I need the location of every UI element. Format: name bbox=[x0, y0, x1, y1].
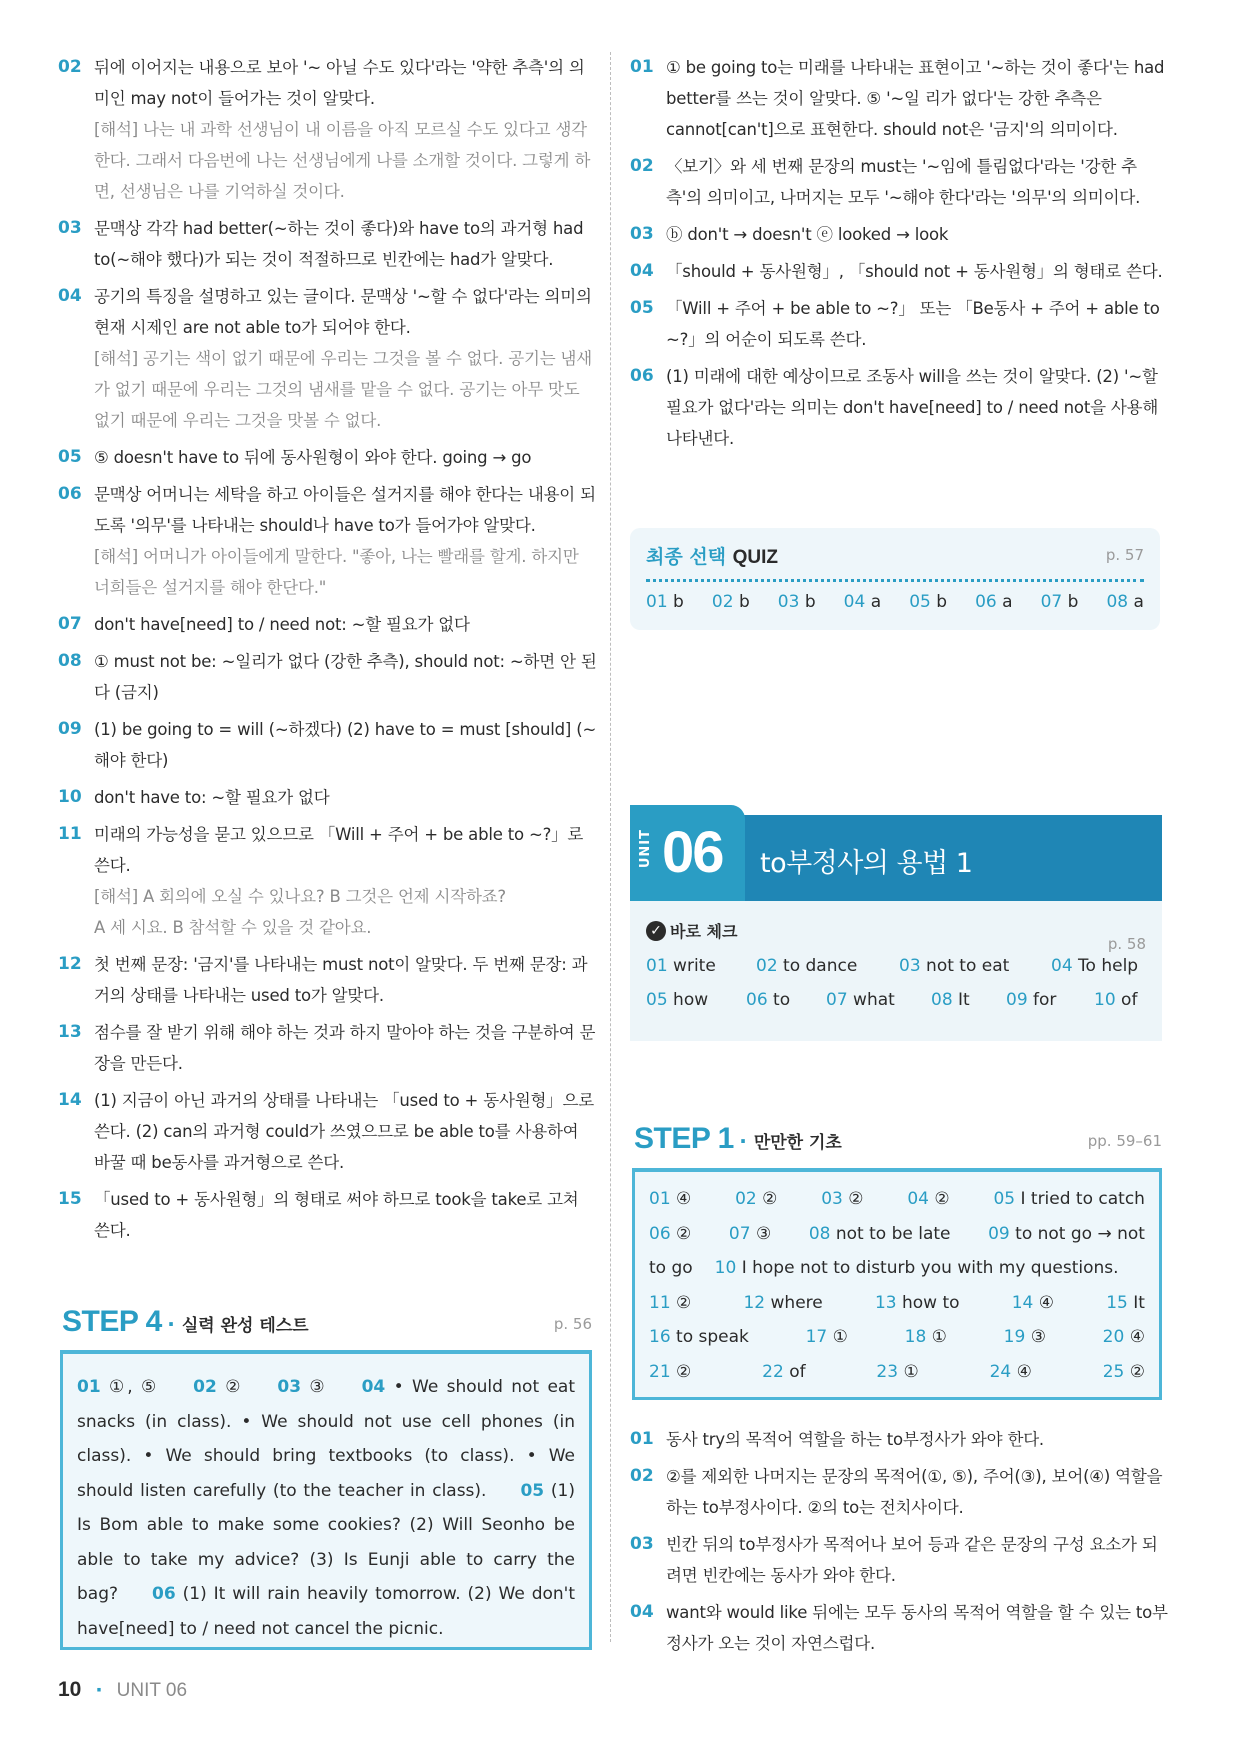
step1-answer-value: I hope not to disturb you with my questions. bbox=[741, 1258, 1119, 1278]
item-text-wrap bbox=[94, 949, 598, 1011]
check-answer-value: of bbox=[1121, 990, 1138, 1010]
check-answer-number: 03 bbox=[899, 956, 921, 976]
quiz-answer-number: 01 bbox=[646, 592, 668, 612]
quick-check-box bbox=[630, 901, 1162, 1041]
step1-answer-value: ④ bbox=[1016, 1361, 1032, 1382]
quick-check-title bbox=[646, 919, 1146, 942]
quiz-answer-value: a bbox=[1002, 592, 1013, 612]
quiz-answer-value: b bbox=[738, 592, 750, 612]
check-answer-value: to bbox=[773, 990, 791, 1010]
item-number: 03 bbox=[630, 1534, 654, 1554]
step1-answer bbox=[993, 1182, 1145, 1217]
step1-answer-number: 22 bbox=[762, 1361, 784, 1382]
item-text: want와 would like 뒤에는 모두 동사의 목적어 역할을 할 수 있는 to부정사가 오는 것이 자연스럽다. bbox=[666, 1603, 1168, 1653]
item-number: 08 bbox=[58, 651, 82, 671]
step1-answer-number: 24 bbox=[989, 1361, 1012, 1382]
step1-label: STEP 1 bbox=[634, 1122, 734, 1155]
quiz-answer bbox=[1106, 592, 1143, 612]
answer-text: (1) It will rain heavily tomorrow. (2) We don't have[need] to / need not cancel the picnic. bbox=[77, 1584, 576, 1639]
check-answer-value: to dance bbox=[783, 956, 858, 976]
step1-answer bbox=[649, 1286, 691, 1321]
answer-number: 05 bbox=[520, 1480, 545, 1501]
step1-answer bbox=[1103, 1355, 1145, 1390]
step1-row bbox=[649, 1251, 1145, 1286]
quiz-answer bbox=[712, 592, 750, 612]
step1-answer bbox=[649, 1217, 691, 1252]
item-text-wrap bbox=[94, 714, 598, 776]
step1-answer-number: 19 bbox=[1003, 1327, 1026, 1347]
step1-answer-value: ④ bbox=[1129, 1327, 1145, 1347]
step1-answer bbox=[649, 1355, 691, 1390]
answer-number: 02 bbox=[193, 1377, 217, 1397]
step1-answer-value: not to be late bbox=[835, 1223, 951, 1244]
quiz-answer-number: 06 bbox=[975, 592, 997, 612]
unit-word: UNIT bbox=[638, 829, 653, 869]
explanation-item bbox=[58, 213, 598, 275]
explanation-item bbox=[58, 1085, 598, 1178]
step1-answer-number: 25 bbox=[1102, 1361, 1125, 1382]
explanation-item bbox=[630, 219, 1168, 250]
step1-answer-number: 23 bbox=[876, 1361, 899, 1382]
step1-answer-number: 17 bbox=[805, 1327, 828, 1347]
step1-answer-value: I tried to catch bbox=[1020, 1189, 1145, 1209]
item-text-wrap bbox=[94, 52, 598, 207]
explanation-item bbox=[630, 1424, 1168, 1455]
item-number: 03 bbox=[630, 224, 654, 244]
explanation-item bbox=[58, 949, 598, 1011]
item-translation: [해석] 나는 내 과학 선생님이 내 이름을 아직 모르실 수도 있다고 생각한다. 그래서 다음번에 나는 선생님에게 나를 소개할 것이다. 그렇게 하면, 선생님은 나를 기억하실 것이다. bbox=[94, 120, 591, 201]
item-text: 「used to + 동사원형」의 형태로 써야 하므로 took을 take로 고쳐 쓴다. bbox=[94, 1190, 579, 1240]
item-text-wrap bbox=[666, 293, 1168, 355]
item-text: ① be going to는 미래를 나타내는 표현이고 '~하는 것이 좋다'는 had better를 쓰는 것이 알맞다. ⑤ '~일 리가 없다'는 강한 추측은 cannot[can't]으로 표현한다. should not은 '금지'의 의미이다. bbox=[666, 58, 1165, 139]
bullet-dot: · bbox=[167, 1312, 182, 1336]
unit-banner bbox=[630, 815, 1162, 901]
item-text: 뒤에 이어지는 내용으로 보아 '~ 아닐 수도 있다'라는 '약한 추측'의 의미인 may not이 들어가는 것이 알맞다. bbox=[94, 58, 585, 108]
item-text-wrap bbox=[94, 1017, 598, 1079]
page-number: 10 bbox=[58, 1678, 82, 1701]
item-number: 04 bbox=[630, 261, 654, 281]
explanation-item bbox=[58, 646, 598, 708]
step1-answer bbox=[988, 1217, 1145, 1252]
check-answer-value: not to eat bbox=[926, 956, 1010, 976]
item-text-wrap bbox=[666, 151, 1168, 213]
step1-answer bbox=[762, 1355, 805, 1390]
quiz-answer-value: b bbox=[804, 592, 816, 612]
explanation-item bbox=[630, 293, 1168, 355]
quick-check-label: 바로 체크 bbox=[670, 922, 738, 941]
step1-answer-number: 16 bbox=[649, 1327, 671, 1347]
step4-answer-box bbox=[60, 1350, 592, 1650]
item-text-wrap bbox=[94, 782, 598, 813]
quiz-answer bbox=[778, 592, 816, 612]
item-number: 05 bbox=[630, 298, 654, 318]
explanation-item bbox=[630, 151, 1168, 213]
step4-page-ref: p. 56 bbox=[553, 1315, 592, 1333]
check-answer bbox=[1051, 956, 1144, 976]
item-translation: [해석] A 회의에 오실 수 있나요? B 그것은 언제 시작하죠? A 세 시요. B 참석할 수 있을 것 같아요. bbox=[94, 887, 506, 937]
check-answer-number: 10 bbox=[1094, 990, 1116, 1010]
answer-number: 04 bbox=[361, 1377, 386, 1397]
item-text-wrap bbox=[94, 609, 598, 640]
step1-answer-value: where bbox=[770, 1292, 823, 1313]
step4-header bbox=[62, 1305, 592, 1345]
item-text: don't have[need] to / need not: ~할 필요가 없다 bbox=[94, 615, 470, 634]
check-answer bbox=[931, 990, 1006, 1010]
check-answer bbox=[646, 956, 756, 976]
item-text: 동사 try의 목적어 역할을 하는 to부정사가 와야 한다. bbox=[666, 1430, 1044, 1449]
answer-text: ② bbox=[225, 1377, 244, 1397]
item-text: 문맥상 각각 had better(~하는 것이 좋다)와 have to의 과거형 had to(~해야 했다)가 되는 것이 적절하므로 빈칸에는 had가 알맞다. bbox=[94, 219, 584, 269]
quiz-answer-number: 02 bbox=[711, 592, 734, 612]
item-text-wrap bbox=[94, 213, 598, 275]
answer-text: ①, ⑤ bbox=[109, 1377, 160, 1397]
answer-number: 01 bbox=[77, 1377, 101, 1397]
item-number: 03 bbox=[58, 218, 82, 238]
explanation-item bbox=[58, 609, 598, 640]
step1-answer-value: ① bbox=[903, 1361, 919, 1382]
check-answer-number: 04 bbox=[1051, 956, 1073, 976]
item-text-wrap bbox=[94, 1085, 598, 1178]
step1-answer bbox=[1106, 1286, 1145, 1321]
step1-row bbox=[649, 1182, 1145, 1217]
step1-answer-value: ④ bbox=[1038, 1292, 1055, 1313]
column-divider bbox=[610, 52, 611, 1642]
check-answer bbox=[1006, 990, 1094, 1010]
step1-answer bbox=[715, 1251, 1119, 1286]
step1-answer-value: ② bbox=[676, 1361, 692, 1382]
explanation-item bbox=[58, 1017, 598, 1079]
bullet-dot: · bbox=[739, 1129, 754, 1153]
step1-answer bbox=[821, 1182, 863, 1217]
step1-answer-number: 18 bbox=[904, 1327, 927, 1347]
check-answer-number: 02 bbox=[756, 956, 778, 976]
explanation-item bbox=[58, 1184, 598, 1246]
step1-answer bbox=[905, 1320, 947, 1355]
step1-answer-number: 07 bbox=[728, 1223, 751, 1244]
item-text-wrap bbox=[666, 52, 1168, 145]
item-number: 12 bbox=[58, 954, 82, 974]
check-answer-value: It bbox=[958, 990, 970, 1010]
explanation-item bbox=[58, 52, 598, 207]
item-text-wrap bbox=[666, 361, 1168, 454]
quiz-divider bbox=[646, 579, 1144, 582]
item-text-wrap bbox=[666, 1597, 1168, 1659]
quiz-answer-value: a bbox=[870, 592, 882, 612]
item-text-wrap bbox=[94, 479, 598, 603]
step1-answer-value: It bbox=[1133, 1292, 1145, 1313]
quiz-answers bbox=[646, 592, 1144, 612]
step1-answer-number: 21 bbox=[649, 1361, 671, 1382]
check-answer bbox=[646, 990, 746, 1010]
explanation-item bbox=[58, 281, 598, 436]
quiz-answer-number: 03 bbox=[777, 592, 800, 612]
item-number: 02 bbox=[58, 57, 82, 77]
step1-answer-number: 05 bbox=[993, 1189, 1016, 1209]
step1-answer-number: 09 bbox=[988, 1223, 1010, 1244]
item-number: 14 bbox=[58, 1090, 82, 1110]
step1-answer-number: 06 bbox=[649, 1223, 671, 1244]
check-answer bbox=[756, 956, 899, 976]
step1-answer-number: 11 bbox=[649, 1292, 671, 1313]
step1-answer bbox=[1004, 1320, 1046, 1355]
footer-unit: UNIT 06 bbox=[116, 1680, 188, 1701]
step1-page-ref: pp. 59–61 bbox=[1087, 1132, 1162, 1150]
item-number: 05 bbox=[58, 447, 82, 467]
step1-row bbox=[649, 1320, 1145, 1355]
checkmark-icon: ✓ bbox=[646, 921, 666, 941]
step1-answer-number: 10 bbox=[714, 1258, 737, 1278]
page-footer bbox=[58, 1678, 187, 1702]
explanation-item bbox=[630, 361, 1168, 454]
step1-answer-box bbox=[632, 1168, 1162, 1400]
step1-answer bbox=[875, 1286, 960, 1321]
quick-check-row bbox=[646, 956, 1146, 976]
step1-answer-number: 08 bbox=[808, 1223, 831, 1244]
quiz-answer bbox=[1041, 592, 1079, 612]
item-text: ②를 제외한 나머지는 문장의 목적어(①, ⑤), 주어(③), 보어(④) 역할을 하는 to부정사이다. ②의 to는 전치사이다. bbox=[666, 1467, 1163, 1517]
step1-answer-value: ② bbox=[1129, 1361, 1145, 1382]
explanation-item bbox=[630, 52, 1168, 145]
step4-label: STEP 4 bbox=[62, 1305, 162, 1338]
item-number: 04 bbox=[630, 1602, 654, 1622]
step1-answer-value: ② bbox=[762, 1189, 778, 1209]
check-answer-number: 09 bbox=[1006, 990, 1028, 1010]
step1-answer bbox=[649, 1251, 693, 1286]
unit-number: 06 bbox=[662, 820, 723, 885]
step1-explanations bbox=[630, 1424, 1168, 1665]
step1-answer-value: ② bbox=[934, 1189, 950, 1209]
item-text-wrap bbox=[94, 819, 598, 943]
item-text: 점수를 잘 받기 위해 해야 하는 것과 하지 말아야 하는 것을 구분하여 문장을 만든다. bbox=[94, 1023, 596, 1073]
check-answer-value: what bbox=[853, 990, 895, 1010]
check-answer bbox=[899, 956, 1051, 976]
item-text-wrap bbox=[666, 256, 1168, 287]
quick-check-page-ref: p. 58 bbox=[1107, 935, 1146, 953]
quick-check-row bbox=[646, 990, 1146, 1010]
check-answer-number: 05 bbox=[646, 990, 668, 1010]
item-text: 〈보기〉와 세 번째 문장의 must는 '~임에 틀림없다'라는 '강한 추측'의 의미이고, 나머지는 모두 '~해야 한다'라는 '의무'의 의미이다. bbox=[666, 157, 1141, 207]
quiz-answer bbox=[844, 592, 881, 612]
step1-answer-number: 01 bbox=[649, 1189, 671, 1209]
step1-answer bbox=[907, 1182, 949, 1217]
step1-answer bbox=[990, 1355, 1032, 1390]
quiz-box bbox=[630, 528, 1160, 630]
explanation-item bbox=[630, 1461, 1168, 1523]
item-text: 「Will + 주어 + be able to ~?」 또는 「Be동사 + 주어 + able to ~?」의 어순이 되도록 쓴다. bbox=[666, 299, 1160, 349]
step1-row bbox=[649, 1286, 1145, 1321]
quiz-title bbox=[646, 542, 1144, 569]
step1-answer-value: ② bbox=[676, 1292, 692, 1313]
step1-answer bbox=[1103, 1320, 1145, 1355]
item-translation: [해석] 어머니가 아이들에게 말한다. "좋아, 나는 빨래를 할게. 하지만 너희들은 설거지를 해야 한단다." bbox=[94, 547, 579, 597]
left-column bbox=[58, 52, 598, 1252]
item-text: ⑤ doesn't have to 뒤에 동사원형이 와야 한다. going → go bbox=[94, 448, 532, 467]
quiz-answer-value: b bbox=[936, 592, 948, 612]
quiz-title-ko: 최종 선택 bbox=[646, 546, 727, 568]
step1-answer-number: 12 bbox=[743, 1292, 766, 1313]
item-text-wrap bbox=[666, 1529, 1168, 1591]
item-number: 06 bbox=[58, 484, 82, 504]
quiz-answer bbox=[909, 592, 947, 612]
answer-text: (1) Is Bom able to make some cookies? (2) Will Seonho be able to take my advice? (3) Is Eunji able to carry the bag? bbox=[77, 1480, 576, 1604]
step1-answer bbox=[649, 1320, 749, 1355]
explanation-item bbox=[630, 1529, 1168, 1591]
check-answer bbox=[1094, 990, 1144, 1010]
unit-title: to부정사의 용법 1 bbox=[760, 848, 973, 879]
step4-subtitle: 실력 완성 테스트 bbox=[181, 1316, 309, 1336]
check-answer bbox=[746, 990, 826, 1010]
step1-row bbox=[649, 1355, 1145, 1390]
item-number: 04 bbox=[58, 286, 82, 306]
item-text-wrap bbox=[94, 442, 598, 473]
step1-answer-number: 13 bbox=[874, 1292, 897, 1313]
check-answer-number: 07 bbox=[826, 990, 848, 1010]
step1-answer-value: ① bbox=[931, 1327, 947, 1347]
item-number: 10 bbox=[58, 787, 82, 807]
item-text-wrap bbox=[666, 1461, 1168, 1523]
quiz-answer-value: b bbox=[673, 592, 684, 612]
step1-answer bbox=[743, 1286, 822, 1321]
step1-answer bbox=[876, 1355, 918, 1390]
step1-answer-number: 02 bbox=[735, 1189, 757, 1209]
quiz-answer bbox=[646, 592, 684, 612]
check-answer-value: To help bbox=[1078, 956, 1139, 976]
item-translation: [해석] 공기는 색이 없기 때문에 우리는 그것을 볼 수 없다. 공기는 냄새가 없기 때문에 우리는 그것의 냄새를 맡을 수 없다. 공기는 아무 맛도 없기 때문에 우리는 그것을 맛볼 수 없다. bbox=[94, 349, 592, 430]
item-text-wrap bbox=[94, 281, 598, 436]
item-number: 01 bbox=[630, 1429, 654, 1449]
answer-text: ③ bbox=[309, 1377, 328, 1397]
quiz-answer-value: b bbox=[1067, 592, 1079, 612]
step1-answer-value: of bbox=[789, 1361, 806, 1382]
step1-header bbox=[634, 1122, 1162, 1162]
item-text: (1) 미래에 대한 예상이므로 조동사 will을 쓰는 것이 알맞다. (2) '~할 필요가 없다'라는 의미는 don't have[need] to / need not을 사용해 나타낸다. bbox=[666, 367, 1159, 448]
item-number: 02 bbox=[630, 156, 654, 176]
step1-answer-value: ③ bbox=[1030, 1327, 1046, 1347]
check-answer-number: 01 bbox=[646, 956, 668, 976]
step1-answer bbox=[729, 1217, 771, 1252]
step1-answer-value: ① bbox=[832, 1327, 848, 1347]
item-text: 미래의 가능성을 묻고 있으므로 「Will + 주어 + be able to ~?」로 쓴다. bbox=[94, 825, 584, 875]
step1-answer-value: ② bbox=[848, 1189, 864, 1209]
step1-answer-number: 20 bbox=[1102, 1327, 1125, 1347]
explanation-item bbox=[58, 782, 598, 813]
quiz-page-ref: p. 57 bbox=[1105, 546, 1144, 564]
item-text: 빈칸 뒤의 to부정사가 목적어나 보어 등과 같은 문장의 구성 요소가 되려면 빈칸에는 동사가 와야 한다. bbox=[666, 1535, 1158, 1585]
item-text: don't have to: ~할 필요가 없다 bbox=[94, 788, 330, 807]
step1-answer bbox=[735, 1182, 777, 1217]
step1-answer bbox=[806, 1320, 848, 1355]
step1-answer-value: to go bbox=[649, 1258, 693, 1278]
step1-answer-number: 04 bbox=[907, 1189, 929, 1209]
step1-answer-value: ② bbox=[676, 1223, 692, 1244]
right-column bbox=[630, 52, 1168, 460]
item-number: 06 bbox=[630, 366, 654, 386]
quiz-answer-number: 07 bbox=[1040, 592, 1063, 612]
answer-text: • We should not eat snacks (in class). • We should not use cell phones (in class). • We should bring textbooks (to class). • We should listen carefully (to the teacher in class). bbox=[77, 1377, 576, 1501]
item-text-wrap bbox=[666, 1424, 1168, 1455]
item-number: 09 bbox=[58, 719, 82, 739]
answer-number: 06 bbox=[152, 1584, 176, 1604]
step1-answer-number: 14 bbox=[1011, 1292, 1034, 1313]
footer-dot: · bbox=[95, 1679, 103, 1701]
item-text: 공기의 특징을 설명하고 있는 글이다. 문맥상 '~할 수 없다'라는 의미의 현재 시제인 are not able to가 되어야 한다. bbox=[94, 287, 592, 337]
check-answer-value: write bbox=[673, 956, 716, 976]
quiz-answer-number: 08 bbox=[1106, 592, 1129, 612]
explanation-item bbox=[58, 819, 598, 943]
item-text-wrap bbox=[94, 1184, 598, 1246]
unit-tab bbox=[630, 805, 745, 905]
item-text: ① must not be: ~일리가 없다 (강한 추측), should not: ~하면 안 된다 (금지) bbox=[94, 652, 597, 702]
step1-subtitle: 만만한 기초 bbox=[753, 1133, 842, 1153]
step1-answer bbox=[1012, 1286, 1054, 1321]
item-text: (1) be going to = will (~하겠다) (2) have to = must [should] (~해야 한다) bbox=[94, 720, 597, 770]
explanation-item bbox=[58, 442, 598, 473]
quiz-answer-value: a bbox=[1133, 592, 1144, 612]
answer-number: 03 bbox=[277, 1377, 302, 1397]
check-answer bbox=[826, 990, 931, 1010]
explanation-item bbox=[58, 714, 598, 776]
quiz-answer bbox=[975, 592, 1012, 612]
item-number: 01 bbox=[630, 57, 654, 77]
item-number: 13 bbox=[58, 1022, 82, 1042]
quiz-answer-number: 05 bbox=[909, 592, 931, 612]
item-text: (1) 지금이 아닌 과거의 상태를 나타내는 「used to + 동사원형」으로 쓴다. (2) can의 과거형 could가 쓰였으므로 be able to를 사용하여 바꿀 때 be동사를 과거형으로 쓴다. bbox=[94, 1091, 594, 1172]
item-text-wrap bbox=[94, 646, 598, 708]
step1-answer-value: how to bbox=[901, 1292, 960, 1313]
step1-answer bbox=[649, 1182, 691, 1217]
check-answer-number: 08 bbox=[931, 990, 953, 1010]
explanation-item bbox=[630, 256, 1168, 287]
item-text: 「should + 동사원형」, 「should not + 동사원형」의 형태로 쓴다. bbox=[666, 262, 1163, 281]
quiz-answer-number: 04 bbox=[843, 592, 866, 612]
check-answer-number: 06 bbox=[746, 990, 768, 1010]
quiz-title-en: QUIZ bbox=[732, 547, 779, 568]
item-number: 02 bbox=[630, 1466, 654, 1486]
step1-answer-number: 15 bbox=[1106, 1292, 1128, 1313]
explanation-item bbox=[630, 1597, 1168, 1659]
explanation-item bbox=[58, 479, 598, 603]
item-text: 첫 번째 문장: '금지'를 나타내는 must not이 알맞다. 두 번째 문장: 과거의 상태를 나타내는 used to가 알맞다. bbox=[94, 955, 588, 1005]
item-number: 15 bbox=[58, 1189, 82, 1209]
step1-answer bbox=[809, 1217, 951, 1252]
check-answer-value: how bbox=[673, 990, 709, 1010]
item-text: ⓑ don't → doesn't ⓔ looked → look bbox=[666, 225, 949, 244]
step1-row bbox=[649, 1217, 1145, 1252]
step1-answer-value: to not go → not bbox=[1015, 1223, 1145, 1244]
check-answer-value: for bbox=[1033, 990, 1057, 1010]
item-number: 11 bbox=[58, 824, 82, 844]
step1-answer-number: 03 bbox=[821, 1189, 843, 1209]
item-text: 문맥상 어머니는 세탁을 하고 아이들은 설거지를 해야 한다는 내용이 되도록 '의무'를 나타내는 should나 have to가 들어가야 알맞다. bbox=[94, 485, 596, 535]
item-number: 07 bbox=[58, 614, 82, 634]
step1-answer-value: ④ bbox=[676, 1189, 692, 1209]
step1-answer-value: to speak bbox=[676, 1327, 749, 1347]
step1-answer-value: ③ bbox=[755, 1223, 772, 1244]
item-text-wrap bbox=[666, 219, 1168, 250]
